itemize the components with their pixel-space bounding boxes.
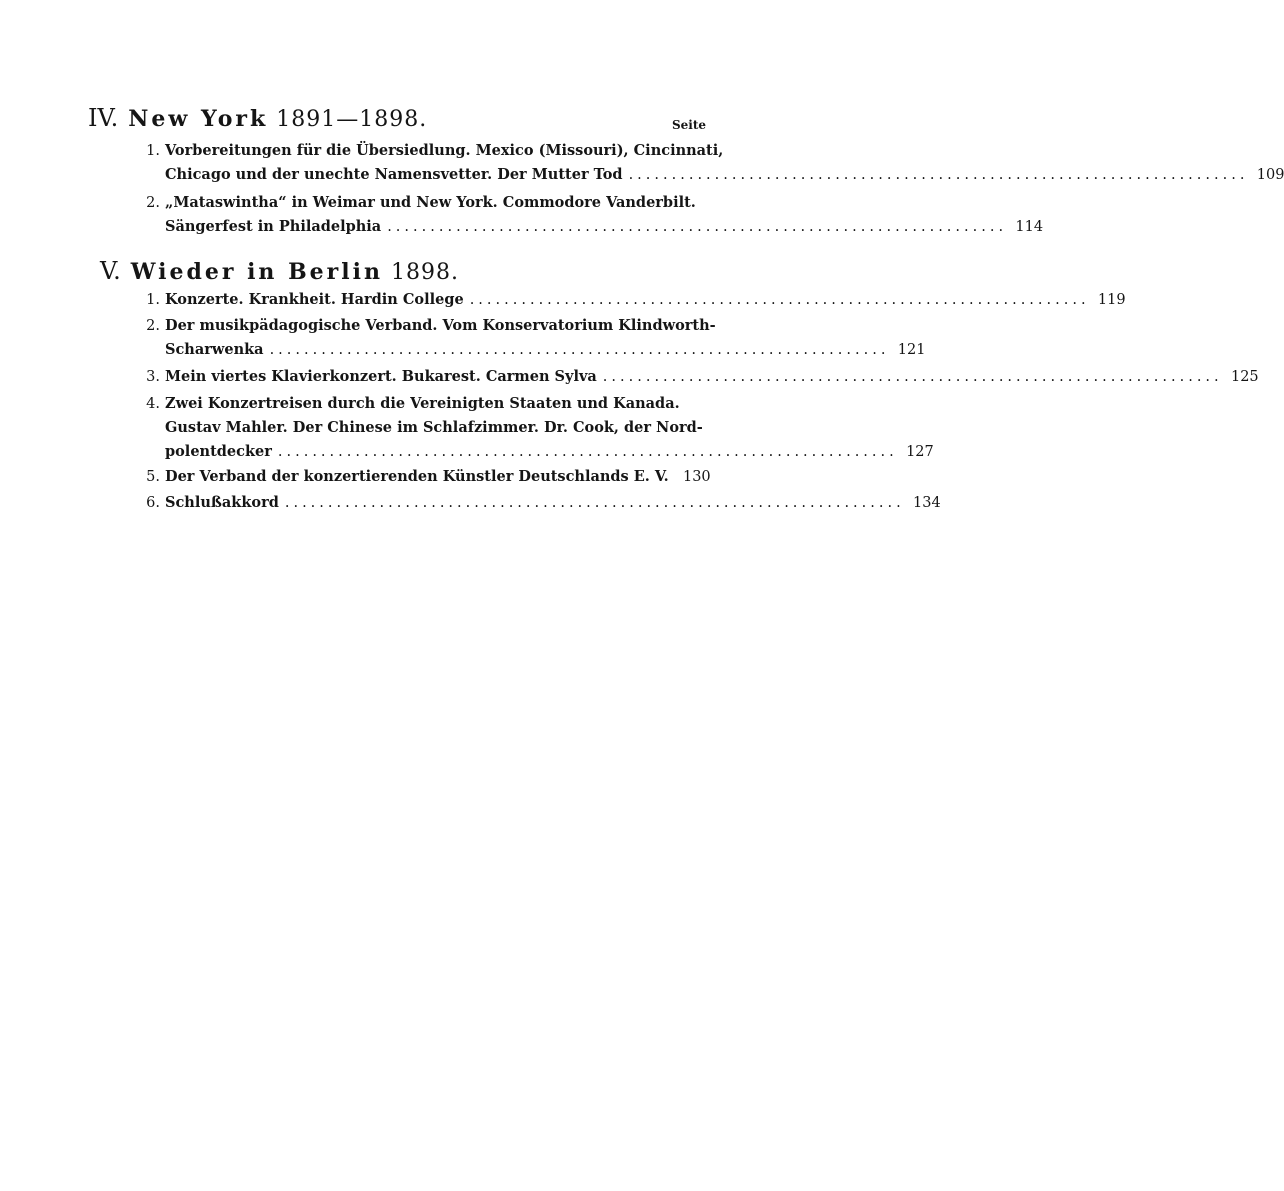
toc-entry bbox=[140, 491, 941, 515]
entry-number: 5. bbox=[146, 469, 160, 485]
entry-number: 2. bbox=[146, 195, 160, 211]
entry-last-line bbox=[165, 215, 1044, 239]
toc-entry bbox=[140, 365, 1259, 389]
entry-text: Konzerte. Krankheit. Hardin College bbox=[165, 291, 464, 308]
entry-text: Chicago und der unechte Namensvetter. Der Mutter Tod bbox=[165, 166, 623, 183]
page-number: 114 bbox=[1015, 219, 1044, 235]
entry-number: 2. bbox=[146, 318, 160, 334]
entry-text: Sängerfest in Philadelphia bbox=[165, 218, 382, 235]
entry-text: Mein viertes Klavierkonzert. Bukarest. Carmen Sylva bbox=[165, 368, 597, 385]
dot-leader: ........................................................................ bbox=[469, 292, 1090, 308]
section-title: New York bbox=[128, 106, 269, 132]
section-iv-heading bbox=[88, 104, 427, 132]
page-column-label: Seite bbox=[672, 118, 707, 132]
entry-text: polentdecker bbox=[165, 443, 272, 460]
entry-last-line bbox=[165, 288, 1126, 312]
dot-leader: ........................................................................ bbox=[602, 369, 1223, 385]
entry-text-line: Vorbereitungen für die Übersiedlung. Mexico (Missouri), Cincinnati, bbox=[165, 142, 724, 159]
page-number: 127 bbox=[906, 444, 934, 460]
toc-entry bbox=[140, 139, 1284, 187]
entry-text: Schlußakkord bbox=[165, 494, 279, 511]
toc-entry bbox=[140, 392, 934, 464]
entry-text: Der Verband der konzertierenden Künstler Deutschlands E. V. bbox=[165, 468, 669, 485]
section-numeral: IV. bbox=[88, 104, 119, 132]
dot-leader: ........................................................................ bbox=[387, 219, 1008, 235]
dot-leader: ........................................................................ bbox=[277, 444, 898, 460]
page-number: 134 bbox=[913, 495, 941, 511]
dot-leader: ........................................................................ bbox=[628, 167, 1249, 183]
page-number: 130 bbox=[682, 469, 711, 485]
section-title: Wieder in Berlin bbox=[130, 259, 383, 285]
entry-text-line: Der musikpädagogische Verband. Vom Konservatorium Klindworth- bbox=[165, 317, 716, 334]
toc-entry bbox=[140, 314, 926, 362]
entry-number: 3. bbox=[146, 369, 160, 385]
section-numeral: V. bbox=[100, 257, 121, 285]
entry-text-line: Zwei Konzertreisen durch die Vereinigten Staaten und Kanada. bbox=[165, 395, 680, 412]
page-number: 109 bbox=[1256, 167, 1284, 183]
page-number: 121 bbox=[897, 342, 926, 358]
entry-text-line: „Mataswintha“ in Weimar und New York. Commodore Vanderbilt. bbox=[165, 194, 696, 211]
entry-last-line bbox=[165, 365, 1259, 389]
entry-last-line bbox=[165, 163, 1284, 187]
entry-number: 4. bbox=[146, 396, 160, 412]
page-number: 119 bbox=[1097, 292, 1126, 308]
entry-text-line: Gustav Mahler. Der Chinese im Schlafzimmer. Dr. Cook, der Nord- bbox=[165, 419, 703, 436]
page-number: 125 bbox=[1230, 369, 1259, 385]
entry-last-line bbox=[165, 465, 711, 489]
toc-entry bbox=[140, 465, 711, 489]
toc-entry bbox=[140, 191, 1044, 239]
entry-number: 6. bbox=[146, 495, 160, 511]
entry-last-line bbox=[165, 440, 934, 464]
section-years: 1898. bbox=[390, 260, 459, 285]
section-v-heading bbox=[100, 257, 459, 285]
entry-text: Scharwenka bbox=[165, 341, 264, 358]
entry-number: 1. bbox=[146, 292, 160, 308]
dot-leader: ........................................................................ bbox=[269, 342, 890, 358]
toc-entry bbox=[140, 288, 1126, 312]
entry-last-line bbox=[165, 338, 926, 362]
entry-number: 1. bbox=[146, 143, 160, 159]
entry-last-line bbox=[165, 491, 941, 515]
section-years: 1891—1898. bbox=[276, 107, 428, 132]
dot-leader: ........................................................................ bbox=[284, 495, 905, 511]
